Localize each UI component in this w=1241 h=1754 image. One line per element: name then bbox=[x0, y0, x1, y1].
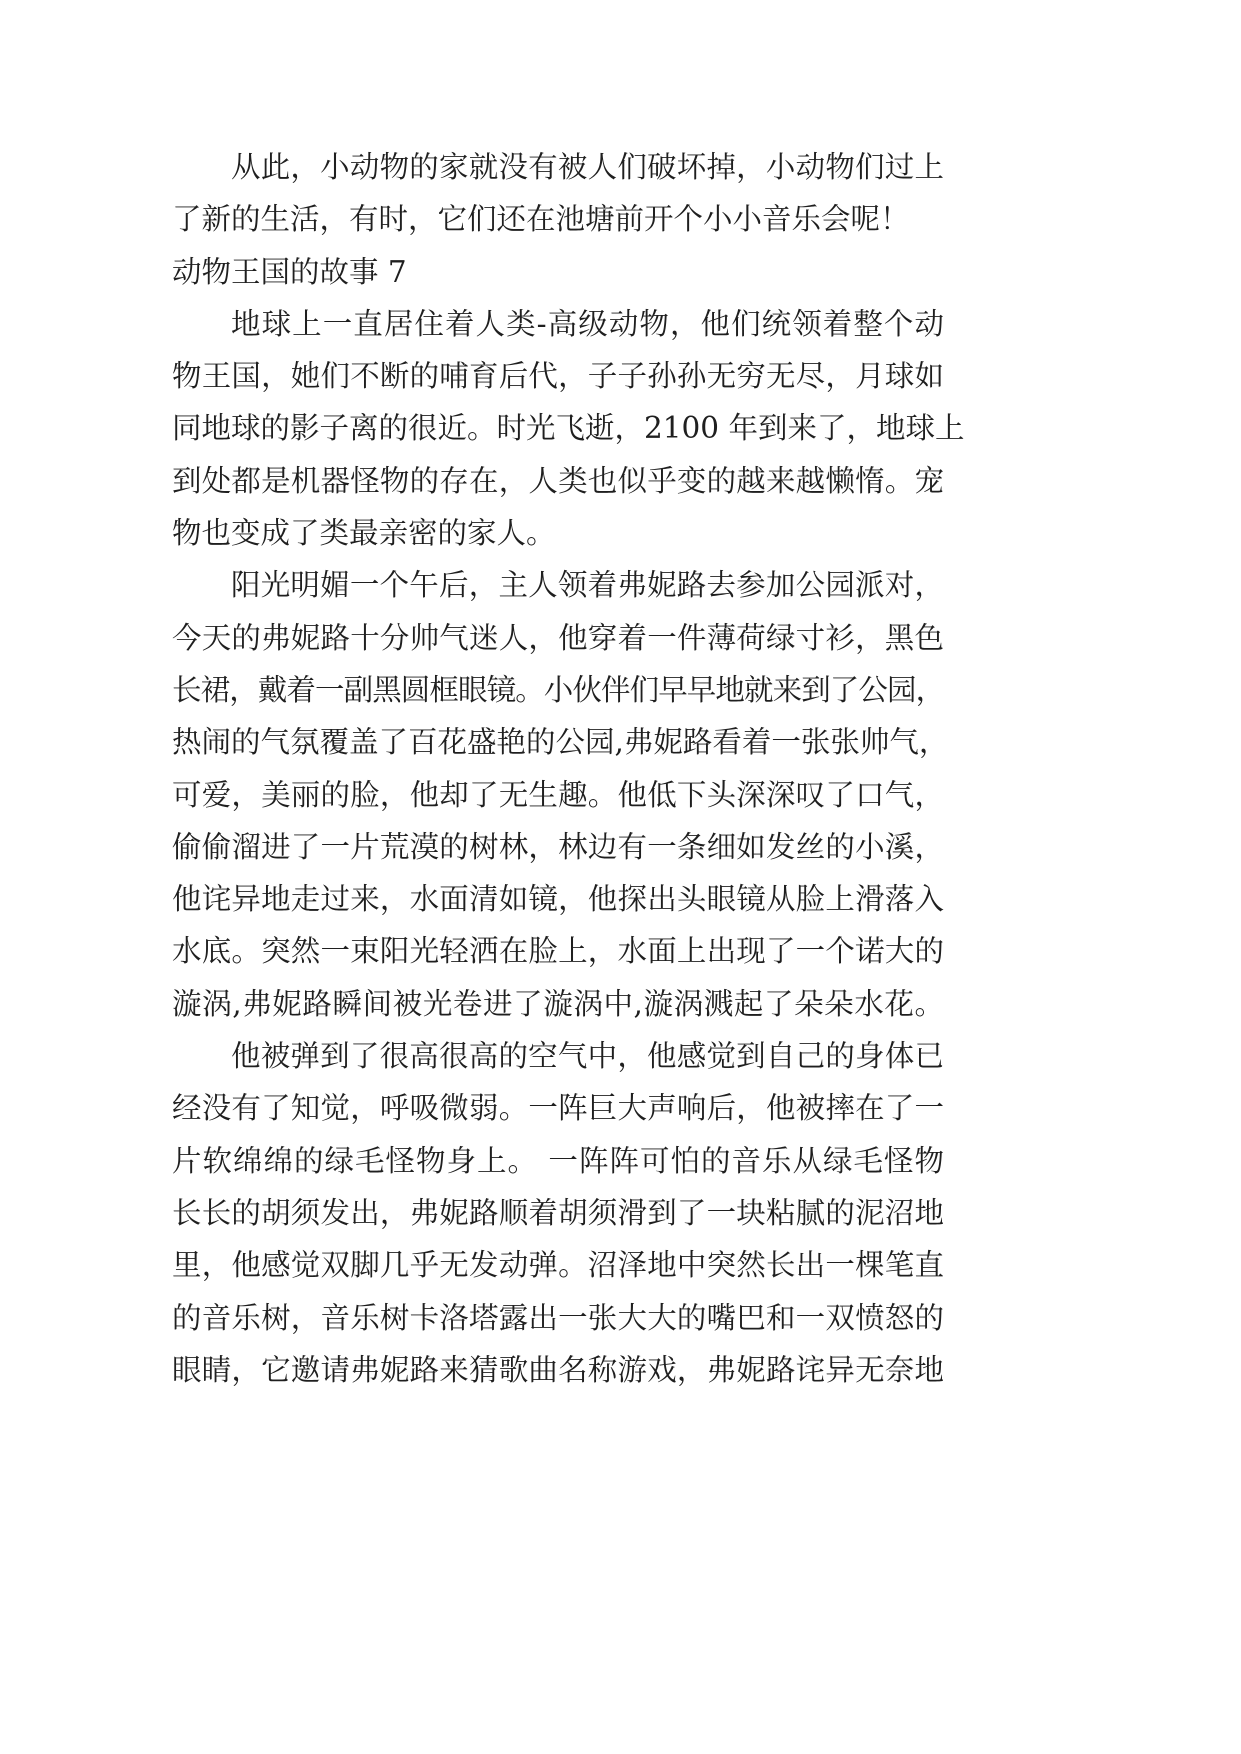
paragraph-line: 的音乐树，音乐树卡洛塔露出一张大大的嘴巴和一双愤怒的 bbox=[172, 1300, 944, 1335]
paragraph-line: 经没有了知觉，呼吸微弱。一阵巨大声响后，他被摔在了一 bbox=[172, 1091, 944, 1126]
paragraph-1 bbox=[172, 141, 944, 246]
paragraph-line: 到处都是机器怪物的存在，人类也似乎变的越来越懒惰。宠 bbox=[172, 463, 944, 498]
paragraph-line: 物王国，她们不断的哺育后代，子子孙孙无穷无尽，月球如 bbox=[172, 359, 944, 394]
paragraph-line: 阳光明媚一个午后，主人领着弗妮路去参加公园派对， bbox=[231, 568, 944, 603]
paragraph-line: 热闹的气氛覆盖了百花盛艳的公园,弗妮路看着一张张帅气， bbox=[172, 725, 949, 760]
paragraph-line: 他诧异地走过来，水面清如镜，他探出头眼镜从脸上滑落入 bbox=[172, 882, 944, 917]
paragraph-line: 长长的胡须发出，弗妮路顺着胡须滑到了一块粘腻的泥沼地 bbox=[172, 1195, 944, 1230]
paragraph-line: 今天的弗妮路十分帅气迷人，他穿着一件薄荷绿寸衫，黑色 bbox=[172, 620, 944, 655]
paragraph-line: 水底。突然一束阳光轻洒在脸上，水面上出现了一个诺大的 bbox=[172, 934, 944, 969]
paragraph-line: 片软绵绵的绿毛怪物身上。 一阵阵可怕的音乐从绿毛怪物 bbox=[172, 1143, 944, 1178]
paragraph-line: 地球上一直居住着人类-高级动物，他们统领着整个动 bbox=[231, 306, 944, 341]
paragraph-line: 偷偷溜进了一片荒漠的树林，林边有一条细如发丝的小溪， bbox=[172, 829, 944, 864]
paragraph-2 bbox=[172, 298, 965, 559]
paragraph-line: 物也变成了类最亲密的家人。 bbox=[172, 516, 556, 551]
section-heading: 动物王国的故事 7 bbox=[172, 254, 407, 289]
paragraph-line: 漩涡,弗妮路瞬间被光卷进了漩涡中,漩涡溅起了朵朵水花。 bbox=[172, 986, 944, 1021]
paragraph-line: 了新的生活，有时，它们还在池塘前开个小小音乐会呢！ bbox=[172, 202, 910, 237]
paragraph-4 bbox=[172, 1030, 944, 1396]
paragraph-3 bbox=[172, 559, 949, 1030]
paragraph-line: 可爱，美丽的脸，他却了无生趣。他低下头深深叹了口气， bbox=[172, 777, 944, 812]
document-body bbox=[172, 141, 965, 1396]
paragraph-line: 眼睛，它邀请弗妮路来猜歌曲名称游戏，弗妮路诧异无奈地 bbox=[172, 1352, 944, 1387]
paragraph-line: 他被弹到了很高很高的空气中，他感觉到自己的身体已 bbox=[231, 1039, 944, 1074]
paragraph-line: 长裙，戴着一副黑圆框眼镜。小伙伴们早早地就来到了公园， bbox=[172, 672, 944, 707]
paragraph-line: 里，他感觉双脚几乎无发动弹。沼泽地中突然长出一棵笔直 bbox=[172, 1248, 944, 1283]
paragraph-line: 同地球的影子离的很近。时光飞逝，2100 年到来了，地球上 bbox=[172, 411, 965, 446]
paragraph-line: 从此，小动物的家就没有被人们破坏掉，小动物们过上 bbox=[231, 150, 944, 184]
